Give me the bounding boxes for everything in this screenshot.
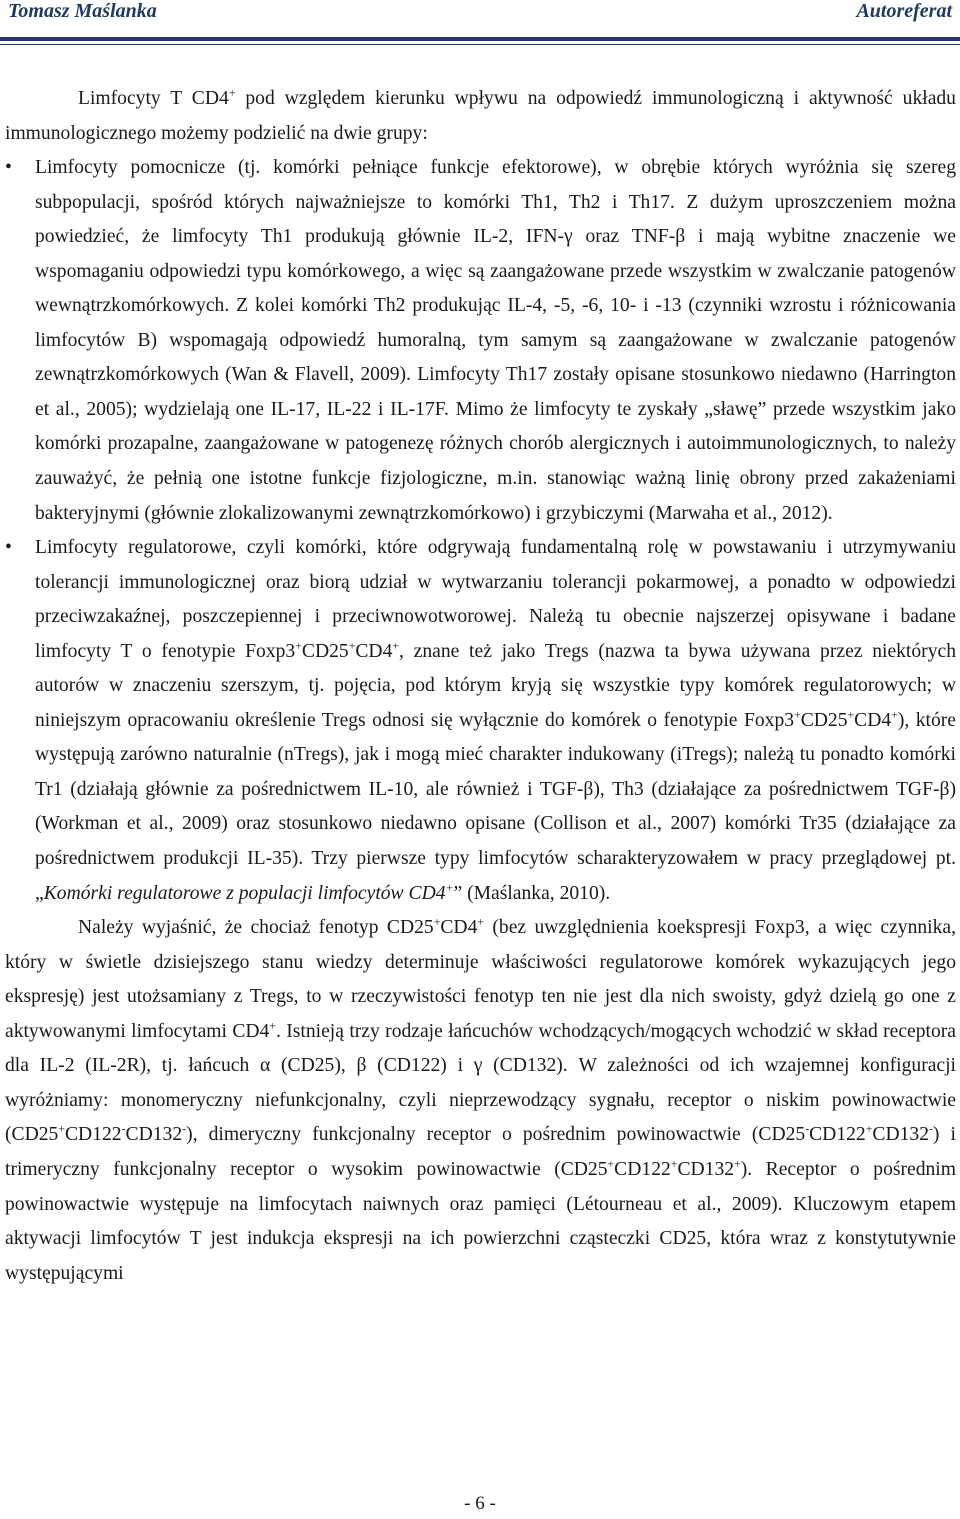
bullet-marker: • <box>5 157 12 179</box>
header-author: Tomasz Maślanka <box>8 0 157 22</box>
regulatory-lymphocytes-text: Limfocyty regulatorowe, czyli komórki, które odgrywają fundamentalną rolę w powstawaniu i utrzymywaniu tolerancji immunologicznej oraz biorą udział w wytwarzaniu tolerancji pokarmowej, a ponadto w odpowiedzi przeciwzakaźnej, poszczepiennej i przeciwnowotworowej. Należą tu obecnie najszerzej opisywane i badane limfocyty T o fenotypie Foxp3+CD25+CD4+, znane też jako Tregs (nazwa ta bywa używana przez niektórych autorów w znaczeniu szerszym, tj. pojęcia, pod którym kryją się wszystkie typy komórek regulatorowych; w niniejszym opracowaniu określenie Tregs odnosi się wyłącznie do komórek o fenotypie Foxp3+CD25+CD4+), które występują zarówno naturalnie (nTregs), jak i mogą mieć charakter indukowany (iTregs); należą tu ponadto komórki Tr1 (działają głównie za pośrednictwem IL-10, ale również i TGF-β), Th3 (działające za pośrednictwem TGF-β) (Workman et al., 2009) oraz stosunkowo niedawno opisane (Collison et al., 2007) komórki Tr35 (działające za pośrednictwem produkcji IL-35). Trzy pierwsze typy limfocytów scharakteryzowałem w pracy przeglądowej pt. „Komórki regulatorowe z populacji limfocytów CD4+” (Maślanka, 2010). <box>35 537 956 904</box>
list-item-regulatory-lymphocytes <box>5 531 956 911</box>
il2-receptor-paragraph: Należy wyjaśnić, że chociaż fenotyp CD25+CD4+ (bez uwzględnienia koekspresji Foxp3, a więc czynnika, który w świetle dzisiejszego stanu wiedzy determinuje właściwości regulatorowe komórek wykazujących jego ekspresję) jest utożsamiany z Tregs, to w rzeczywistości fenotyp ten nie jest dla nich swoisty, gdyż dzielą go one z aktywowanymi limfocytami CD4+. Istnieją trzy rodzaje łańcuchów wchodzących/mogących wchodzić w skład receptora dla IL-2 (IL-2R), tj. łańcuch α (CD25), β (CD122) i γ (CD132). W zależności od ich wzajemnej konfiguracji wyróżniamy: monomeryczny niefunkcjonalny, czyli nieprzewodzący sygnału, receptor o niskim powinowactwie (CD25+CD122-CD132-), dimeryczny funkcjonalny receptor o pośrednim powinowactwie (CD25-CD122+CD132-) i trimeryczny funkcjonalny receptor o wysokim powinowactwie (CD25+CD122+CD132+). Receptor o pośrednim powinowactwie występuje na limfocytach naiwnych oraz pamięci (Létourneau et al., 2009). Kluczowym etapem aktywacji limfocytów T jest indukcja ekspresji na ich powierzchni cząsteczki CD25, która wraz z konstytutywnie występującymi <box>5 915 957 1284</box>
header-doc-type: Autoreferat <box>856 0 952 22</box>
list-item-helper-lymphocytes <box>5 151 956 531</box>
page-number: - 6 - <box>464 1493 496 1514</box>
bullet-marker: • <box>5 537 12 559</box>
header-rule-thin <box>0 44 960 45</box>
header-rule <box>0 37 960 41</box>
main-content <box>5 82 956 1291</box>
cited-review-title: Komórki regulatorowe z populacji limfocytów CD4+ <box>43 881 454 904</box>
intro-paragraph: Limfocyty T CD4+ pod względem kierunku wpływu na odpowiedź immunologiczną i aktywność układu immunologicznego możemy podzielić na dwie grupy: <box>5 86 956 144</box>
helper-lymphocytes-text: Limfocyty pomocnicze (tj. komórki pełniące funkcje efektorowe), w obrębie których wyróżnia się szereg subpopulacji, spośród których najważniejsze to komórki Th1, Th2 i Th17. Z dużym uproszczeniem można powiedzieć, że limfocyty Th1 produkują głównie IL-2, IFN-γ oraz TNF-β i mają wybitne znaczenie we wspomaganiu odpowiedzi typu komórkowego, a więc są zaangażowane przede wszystkim w zwalczanie patogenów wewnątrzkomórkowych. Z kolei komórki Th2 produkując IL-4, -5, -6, 10- i -13 (czynniki wzrostu i różnicowania limfocytów B) wspomagają odpowiedź humoralną, tym samym są zaangażowane w zwalczanie patogenów zewnątrzkomórkowych (Wan & Flavell, 2009). Limfocyty Th17 zostały opisane stosunkowo niedawno (Harrington et al., 2005); wydzielają one IL-17, IL-22 i IL-17F. Mimo że limfocyty te zyskały „sławę” przede wszystkim jako komórki prozapalne, zaangażowane w patogenezę różnych chorób alergicznych i autoimmunologicznych, to należy zauważyć, że pełnią one istotne funkcje fizjologiczne, m.in. stanowiąc ważną linię obrony przed zakażeniami bakteryjnymi (głównie zlokalizowanymi zewnątrzkomórkowo) i grzybiczymi (Marwaha et al., 2012). <box>35 157 956 524</box>
lymphocyte-groups-list <box>5 151 956 911</box>
page-header <box>0 0 960 34</box>
